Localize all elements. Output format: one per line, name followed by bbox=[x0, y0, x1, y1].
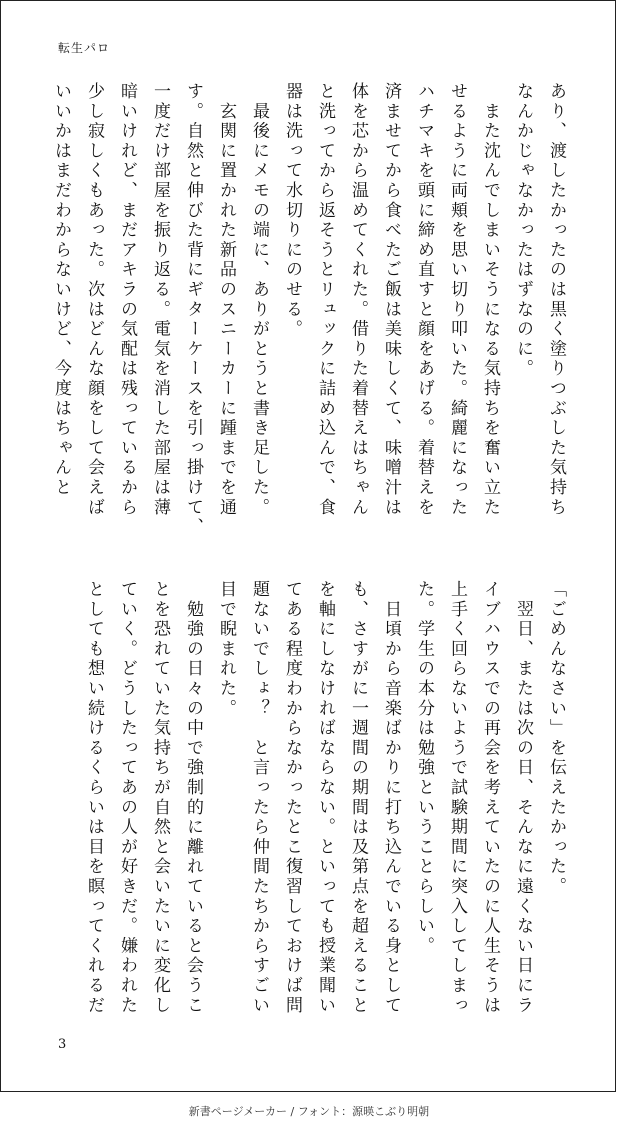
text-line: 少し寂しくもあった。次はどんな顔をして会えば bbox=[84, 82, 104, 518]
generator-credit: 新書ページメーカー / フォント：源暎こぶり明朝 bbox=[188, 1105, 430, 1118]
text-line: 「ごめんなさい」を伝えたかった。 bbox=[546, 580, 566, 897]
text-line: す。自然と伸びた背にギターケースを引っ掛けて、 bbox=[183, 82, 203, 538]
text-line: 最後にメモの端に、ありがとうと書き足した。 bbox=[249, 82, 269, 518]
text-block-top bbox=[44, 82, 572, 538]
text-line: 済ませてから食べたご飯は美味しくて、味噌汁は bbox=[381, 82, 401, 518]
text-line: た。学生の本分は勉強ということらしい。 bbox=[414, 580, 434, 957]
text-line: としても想い続けるくらいは目を瞑ってくれるだ bbox=[84, 580, 104, 1016]
text-line: また沈んでしまいそうになる気持ちを奮い立た bbox=[480, 82, 500, 518]
text-line: とを恐れていた気持ちが自然と会いたいに変化し bbox=[150, 580, 170, 1016]
text-line: 勉強の日々の中で強制的に離れていると会うこ bbox=[183, 580, 203, 1016]
text-line: あり、渡したかったのは黒く塗りつぶした気持ち bbox=[546, 82, 566, 518]
text-line: 日頃から音楽ばかりに打ち込んでいる身として bbox=[381, 580, 401, 1016]
text-line: せるように両頬を思い切り叩いた。綺麗になった bbox=[447, 82, 467, 518]
text-line: 目で睨まれた。 bbox=[216, 580, 236, 719]
running-header: 転生パロ bbox=[58, 41, 111, 55]
text-line: 玄関に置かれた新品のスニーカーに踵までを通 bbox=[216, 82, 236, 518]
text-line: 題ないでしょ？ と言ったら仲間たちからすごい bbox=[249, 580, 269, 1016]
text-line: イブハウスでの再会を考えていたのに人生そうは bbox=[480, 580, 500, 1016]
text-line: ハチマキを頭に締め直すと顔をあげる。着替えを bbox=[414, 82, 434, 518]
text-line: 一度だけ部屋を振り返る。電気を消した部屋は薄 bbox=[150, 82, 170, 518]
text-line: なんかじゃなかったはずなのに。 bbox=[513, 82, 533, 379]
text-line: 上手く回らないようで試験期間に突入してしまっ bbox=[447, 580, 467, 1016]
text-line: と洗ってから返そうとリュックに詰め込んで、食 bbox=[315, 82, 335, 518]
text-line: 翌日、または次の日、そんなに遠くない日にラ bbox=[513, 580, 533, 1016]
text-line: も、さすがに一週間の期間は及第点を超えること bbox=[348, 580, 368, 1016]
text-line: ていく。どうしたってあの人が好きだ。嫌われた bbox=[117, 580, 137, 1016]
text-line: を軸にしなければならない。といっても授業聞い bbox=[315, 580, 335, 1016]
text-block-bottom bbox=[77, 580, 572, 1020]
text-line: てある程度わからなかったとこ復習しておけば問 bbox=[282, 580, 302, 1016]
text-line: 暗いけれど、まだアキラの気配は残っているから bbox=[117, 82, 137, 518]
text-line: いいかはまだわからないけど、今度はちゃんと bbox=[51, 82, 71, 498]
text-line: 体を芯から温めてくれた。借りた着替えはちゃん bbox=[348, 82, 368, 518]
text-line: 器は洗って水切りにのせる。 bbox=[282, 82, 302, 340]
page-number: 3 bbox=[58, 1037, 67, 1052]
